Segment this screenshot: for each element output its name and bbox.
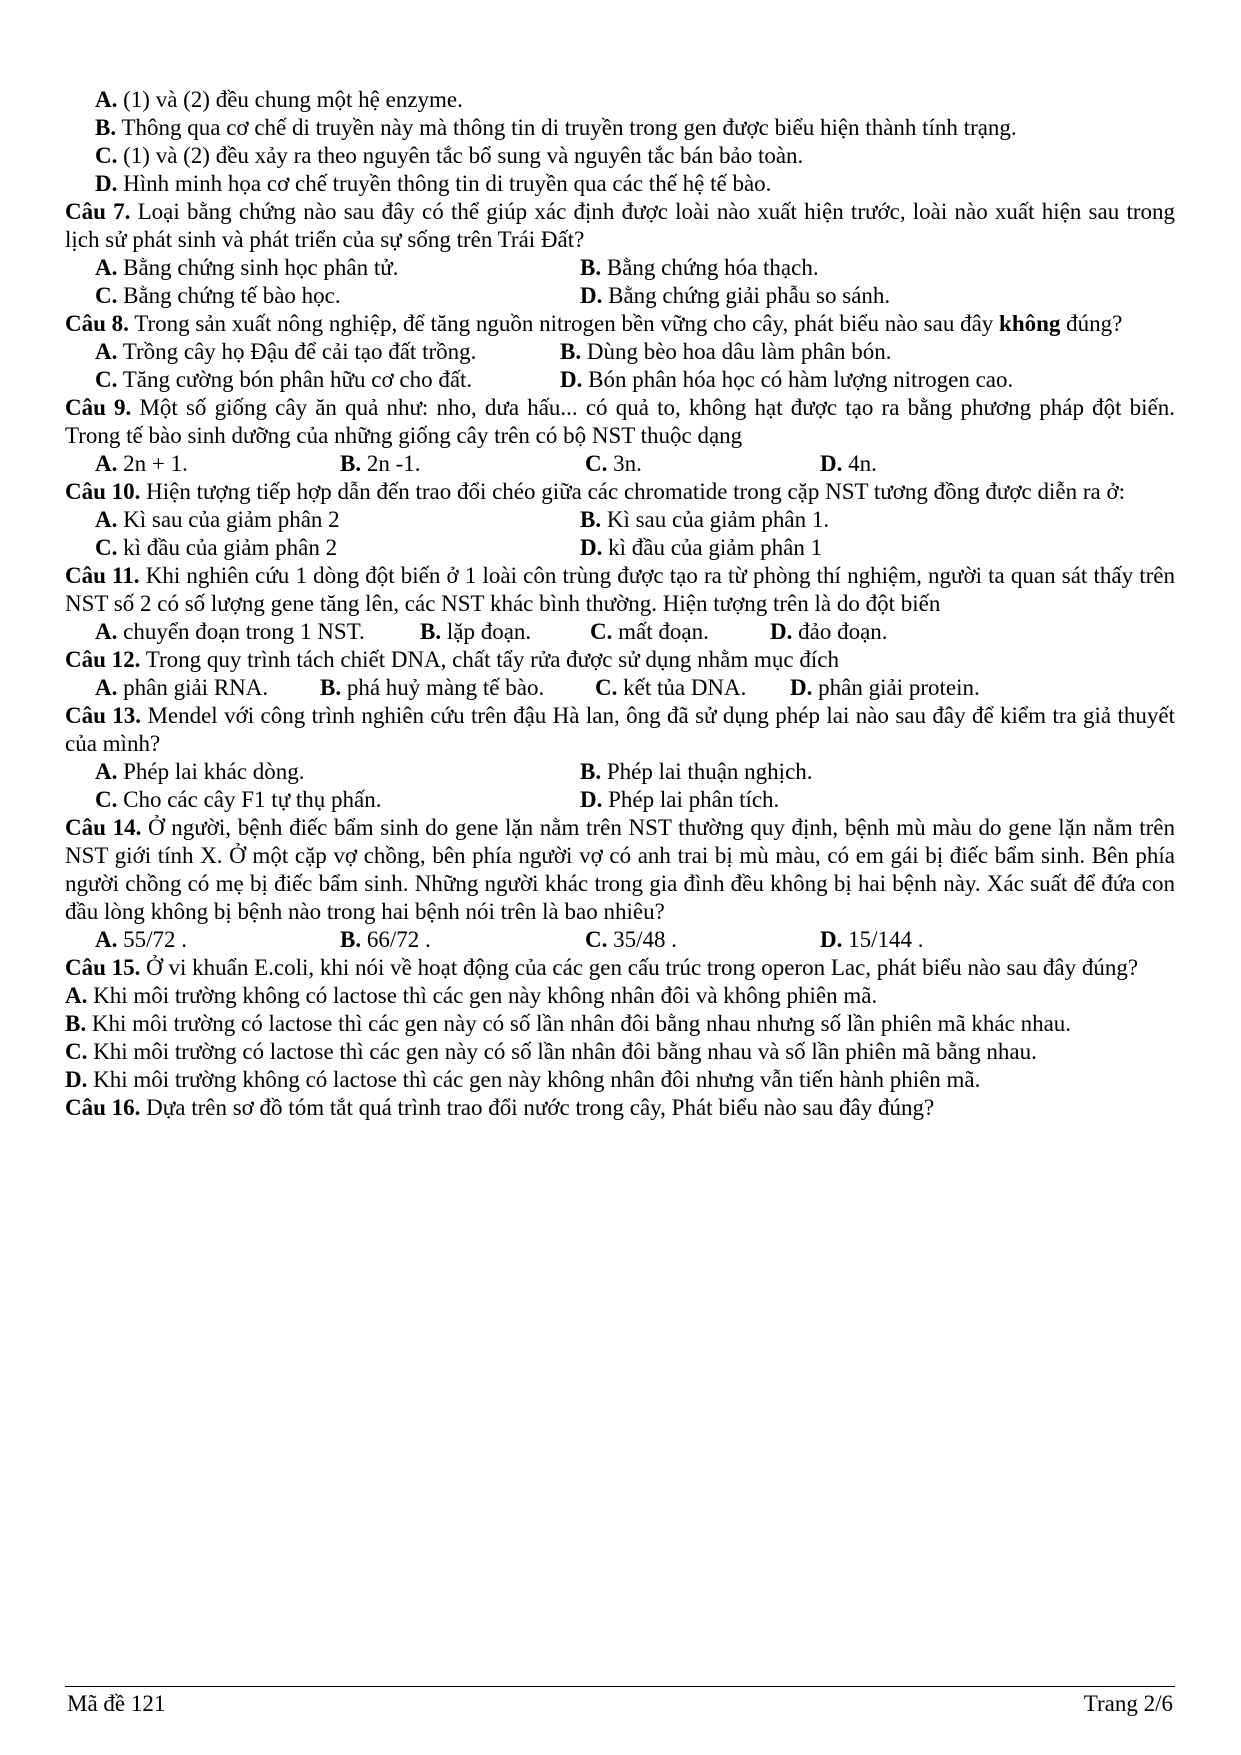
option-b bbox=[420, 618, 590, 646]
option-a bbox=[95, 254, 580, 282]
option-c-label: C. bbox=[95, 143, 118, 168]
option-d bbox=[580, 534, 1175, 562]
option-a-label: A. bbox=[95, 255, 118, 280]
question-14-body: Ở người, bệnh điếc bẩm sinh do gene lặn nằm trên NST thường quy định, bệnh mù màu do gene lặn nằm trên NST giới tính X. Ở một cặp vợ chồng, bên phía người vợ có anh trai bị mù màu, có em gái bị điếc bẩm sinh. Bên phía người chồng có mẹ bị điếc bẩm sinh. Những người khác trong gia đình đều không bị hai bệnh này. Xác suất để đứa con đầu lòng không bị bệnh nào trong hai bệnh nói trên là bao nhiêu? bbox=[65, 815, 1176, 924]
option-c bbox=[65, 1038, 1175, 1066]
option-b-text: Phép lai thuận nghịch. bbox=[606, 759, 813, 784]
question-11-body: Khi nghiên cứu 1 dòng đột biến ở 1 loài côn trùng được tạo ra từ phòng thí nghiệm, người ta quan sát thấy trên NST số 2 có số lượng gene tăng lên, các NST khác bình thường. Hiện tượng trên là do đột biến bbox=[65, 563, 1175, 616]
question-8-label: Câu 8. bbox=[65, 311, 129, 336]
option-b bbox=[340, 926, 585, 954]
question-13 bbox=[65, 702, 1175, 814]
option-c-label: C. bbox=[95, 535, 118, 560]
option-c-text: Khi môi trường có lactose thì các gen này có số lần nhân đôi bằng nhau và số lần phiên mã bằng nhau. bbox=[93, 1039, 1037, 1064]
question-7-options bbox=[65, 254, 1175, 310]
question-10-text bbox=[65, 478, 1175, 506]
option-b-text: 66/72 . bbox=[366, 927, 431, 952]
question-12-options bbox=[65, 674, 1175, 702]
question-8-bold-word: không bbox=[999, 311, 1061, 336]
option-a-text: 2n + 1. bbox=[123, 451, 188, 476]
option-d-text: Bón phân hóa học có hàm lượng nitrogen cao. bbox=[588, 367, 1014, 392]
option-b-text: lặp đoạn. bbox=[446, 619, 532, 644]
question-11-label: Câu 11. bbox=[65, 563, 140, 588]
option-a-label: A. bbox=[95, 619, 118, 644]
question-9-body: Một số giống cây ăn quả như: nho, dưa hấu... có quả to, không hạt được tạo ra bằng phương pháp đột biến. Trong tế bào sinh dưỡng của những giống cây trên có bộ NST thuộc dạng bbox=[65, 395, 1176, 448]
lead-option-c bbox=[95, 142, 1175, 170]
option-c-label: C. bbox=[65, 1039, 88, 1064]
option-b-text: Dùng bèo hoa dâu làm phân bón. bbox=[586, 339, 892, 364]
option-b-text: Khi môi trường có lactose thì các gen này có số lần nhân đôi bằng nhau nhưng số lần phiên mã khác nhau. bbox=[91, 1011, 1072, 1036]
question-10-body: Hiện tượng tiếp hợp dẫn đến trao đổi chéo giữa các chromatide trong cặp NST tương đồng được diễn ra ở: bbox=[146, 479, 1126, 504]
question-8-options bbox=[65, 338, 1175, 394]
question-7-text bbox=[65, 198, 1175, 254]
question-16-text bbox=[65, 1094, 1175, 1122]
option-a bbox=[95, 926, 340, 954]
option-d bbox=[580, 786, 1175, 814]
option-b bbox=[580, 254, 1175, 282]
option-b-text: Bằng chứng hóa thạch. bbox=[606, 255, 819, 280]
question-7-label: Câu 7. bbox=[65, 199, 131, 224]
question-8-body-pre: Trong sản xuất nông nghiệp, để tăng nguồn nitrogen bền vững cho cây, phát biểu nào sau đây bbox=[134, 311, 994, 336]
option-c-text: 35/48 . bbox=[613, 927, 678, 952]
option-c bbox=[585, 450, 820, 478]
option-d-text: Phép lai phân tích. bbox=[608, 787, 780, 812]
option-d bbox=[65, 1066, 1175, 1094]
option-c bbox=[590, 618, 770, 646]
option-c bbox=[95, 534, 580, 562]
page-footer bbox=[65, 1686, 1175, 1718]
option-d bbox=[790, 674, 1175, 702]
question-15-text bbox=[65, 954, 1175, 982]
option-a bbox=[95, 450, 340, 478]
option-b-label: B. bbox=[340, 451, 362, 476]
question-13-body: Mendel với công trình nghiên cứu trên đậu Hà lan, ông đã sử dụng phép lai nào sau đây để kiểm tra giả thuyết của mình? bbox=[65, 703, 1176, 756]
option-d-text: Hình minh họa cơ chế truyền thông tin di truyền qua các thế hệ tế bào. bbox=[123, 171, 772, 196]
option-d-text: 4n. bbox=[848, 451, 877, 476]
option-d-text: Bằng chứng giải phẫu so sánh. bbox=[608, 283, 891, 308]
option-c-text: kết tủa DNA. bbox=[623, 675, 747, 700]
question-9-options bbox=[65, 450, 1175, 478]
option-a bbox=[95, 674, 320, 702]
option-b-text: phá huỷ màng tế bào. bbox=[346, 675, 545, 700]
option-c-label: C. bbox=[585, 451, 608, 476]
option-a-label: A. bbox=[95, 339, 118, 364]
option-b-label: B. bbox=[560, 339, 582, 364]
option-a-label: A. bbox=[95, 87, 118, 112]
option-a-label: A. bbox=[95, 675, 118, 700]
question-16 bbox=[65, 1094, 1175, 1122]
question-13-label: Câu 13. bbox=[65, 703, 142, 728]
option-c bbox=[95, 786, 580, 814]
option-a-text: phân giải RNA. bbox=[123, 675, 269, 700]
option-b-text: Thông qua cơ chế di truyền này mà thông tin di truyền trong gen được biểu hiện thành tính trạng. bbox=[121, 115, 1017, 140]
question-7-body: Loại bằng chứng nào sau đây có thể giúp xác định được loài nào xuất hiện trước, loài nào xuất hiện sau trong lịch sử phát sinh và phát triển của sự sống trên Trái Đất? bbox=[65, 199, 1175, 252]
lead-option-d bbox=[95, 170, 1175, 198]
option-d bbox=[770, 618, 1175, 646]
option-b bbox=[65, 1010, 1175, 1038]
question-15-body: Ở vi khuẩn E.coli, khi nói về hoạt động của các gen cấu trúc trong operon Lac, phát biểu nào sau đây đúng? bbox=[146, 955, 1139, 980]
question-15-options bbox=[65, 982, 1175, 1094]
question-14-options bbox=[65, 926, 1175, 954]
option-b-label: B. bbox=[580, 507, 602, 532]
option-b-label: B. bbox=[580, 759, 602, 784]
question-13-options bbox=[65, 758, 1175, 814]
option-c-text: kì đầu của giảm phân 2 bbox=[123, 535, 338, 560]
question-9 bbox=[65, 394, 1175, 478]
option-c-text: Tăng cường bón phân hữu cơ cho đất. bbox=[122, 367, 473, 392]
option-c-label: C. bbox=[590, 619, 613, 644]
option-b-label: B. bbox=[340, 927, 362, 952]
option-c-text: mất đoạn. bbox=[618, 619, 709, 644]
option-c-label: C. bbox=[95, 367, 118, 392]
option-a-text: Kì sau của giảm phân 2 bbox=[123, 507, 340, 532]
option-d-text: đảo đoạn. bbox=[798, 619, 888, 644]
question-12 bbox=[65, 646, 1175, 702]
question-16-label: Câu 16. bbox=[65, 1095, 141, 1120]
question-10-label: Câu 10. bbox=[65, 479, 141, 504]
question-8-body-post: đúng? bbox=[1066, 311, 1123, 336]
option-c-text: (1) và (2) đều xảy ra theo nguyên tắc bổ sung và nguyên tắc bán bảo toàn. bbox=[123, 143, 804, 168]
exam-content bbox=[65, 86, 1175, 1122]
lead-options bbox=[65, 86, 1175, 198]
option-d bbox=[560, 366, 1175, 394]
option-b-label: B. bbox=[420, 619, 442, 644]
option-b bbox=[320, 674, 595, 702]
option-c bbox=[595, 674, 790, 702]
option-a-text: Trồng cây họ Đậu để cải tạo đất trồng. bbox=[122, 339, 477, 364]
option-d-text: Khi môi trường không có lactose thì các gen này không nhân đôi nhưng vẫn tiến hành phiên mã. bbox=[93, 1067, 981, 1092]
option-d-label: D. bbox=[65, 1067, 88, 1092]
option-c bbox=[95, 282, 580, 310]
question-13-text bbox=[65, 702, 1175, 758]
option-d-label: D. bbox=[820, 451, 843, 476]
option-d-text: phân giải protein. bbox=[818, 675, 980, 700]
option-b-label: B. bbox=[65, 1011, 87, 1036]
question-11-text bbox=[65, 562, 1175, 618]
question-15 bbox=[65, 954, 1175, 1094]
option-b-text: 2n -1. bbox=[366, 451, 421, 476]
option-a-label: A. bbox=[95, 451, 118, 476]
option-b-text: Kì sau của giảm phân 1. bbox=[606, 507, 830, 532]
option-c bbox=[585, 926, 820, 954]
question-12-body: Trong quy trình tách chiết DNA, chất tẩy rửa được sử dụng nhằm mục đích bbox=[145, 647, 839, 672]
question-7 bbox=[65, 198, 1175, 310]
option-d-label: D. bbox=[95, 171, 118, 196]
question-12-label: Câu 12. bbox=[65, 647, 141, 672]
option-c-label: C. bbox=[95, 283, 118, 308]
option-b bbox=[340, 450, 585, 478]
option-a-label: A. bbox=[95, 759, 118, 784]
option-a bbox=[65, 982, 1175, 1010]
option-d-text: kì đầu của giảm phân 1 bbox=[608, 535, 823, 560]
question-8 bbox=[65, 310, 1175, 394]
option-b bbox=[560, 338, 1175, 366]
option-a-text: 55/72 . bbox=[123, 927, 188, 952]
question-16-body: Dựa trên sơ đồ tóm tắt quá trình trao đổi nước trong cây, Phát biểu nào sau đây đúng? bbox=[146, 1095, 935, 1120]
option-d-label: D. bbox=[790, 675, 813, 700]
option-b bbox=[580, 758, 1175, 786]
question-12-text bbox=[65, 646, 1175, 674]
option-c-text: Cho các cây F1 tự thụ phấn. bbox=[123, 787, 382, 812]
question-10 bbox=[65, 478, 1175, 562]
option-d-label: D. bbox=[770, 619, 793, 644]
option-a-text: chuyển đoạn trong 1 NST. bbox=[123, 619, 365, 644]
question-14-label: Câu 14. bbox=[65, 815, 142, 840]
option-d-label: D. bbox=[580, 535, 603, 560]
option-a-text: Khi môi trường không có lactose thì các gen này không nhân đôi và không phiên mã. bbox=[93, 983, 878, 1008]
option-a-text: (1) và (2) đều chung một hệ enzyme. bbox=[123, 87, 463, 112]
option-c-label: C. bbox=[585, 927, 608, 952]
option-d bbox=[820, 450, 1175, 478]
lead-option-b bbox=[95, 114, 1175, 142]
question-9-label: Câu 9. bbox=[65, 395, 132, 420]
option-d-label: D. bbox=[820, 927, 843, 952]
option-d bbox=[580, 282, 1175, 310]
option-b-label: B. bbox=[320, 675, 342, 700]
option-a bbox=[95, 618, 420, 646]
option-c-label: C. bbox=[595, 675, 618, 700]
page-number: Trang 2/6 bbox=[1083, 1691, 1173, 1716]
option-c-text: Bằng chứng tế bào học. bbox=[123, 283, 341, 308]
question-14-text bbox=[65, 814, 1175, 926]
question-10-options bbox=[65, 506, 1175, 562]
option-d-label: D. bbox=[580, 283, 603, 308]
question-9-text bbox=[65, 394, 1175, 450]
option-d-label: D. bbox=[560, 367, 583, 392]
option-a-label: A. bbox=[95, 927, 118, 952]
option-d-text: 15/144 . bbox=[848, 927, 924, 952]
option-d-label: D. bbox=[580, 787, 603, 812]
option-a bbox=[95, 338, 560, 366]
option-d bbox=[820, 926, 1175, 954]
exam-code: Mã đề 121 bbox=[67, 1691, 166, 1716]
option-b-label: B. bbox=[580, 255, 602, 280]
question-14 bbox=[65, 814, 1175, 954]
question-11 bbox=[65, 562, 1175, 646]
option-c bbox=[95, 366, 560, 394]
option-c-label: C. bbox=[95, 787, 118, 812]
question-15-label: Câu 15. bbox=[65, 955, 141, 980]
option-a-text: Phép lai khác dòng. bbox=[123, 759, 305, 784]
option-a bbox=[95, 758, 580, 786]
option-a-label: A. bbox=[95, 507, 118, 532]
option-a-label: A. bbox=[65, 983, 88, 1008]
option-c-text: 3n. bbox=[613, 451, 642, 476]
option-b bbox=[580, 506, 1175, 534]
lead-option-a bbox=[95, 86, 1175, 114]
option-b-label: B. bbox=[95, 115, 117, 140]
option-a-text: Bằng chứng sinh học phân tử. bbox=[123, 255, 399, 280]
question-8-text bbox=[65, 310, 1175, 338]
option-a bbox=[95, 506, 580, 534]
question-11-options bbox=[65, 618, 1175, 646]
